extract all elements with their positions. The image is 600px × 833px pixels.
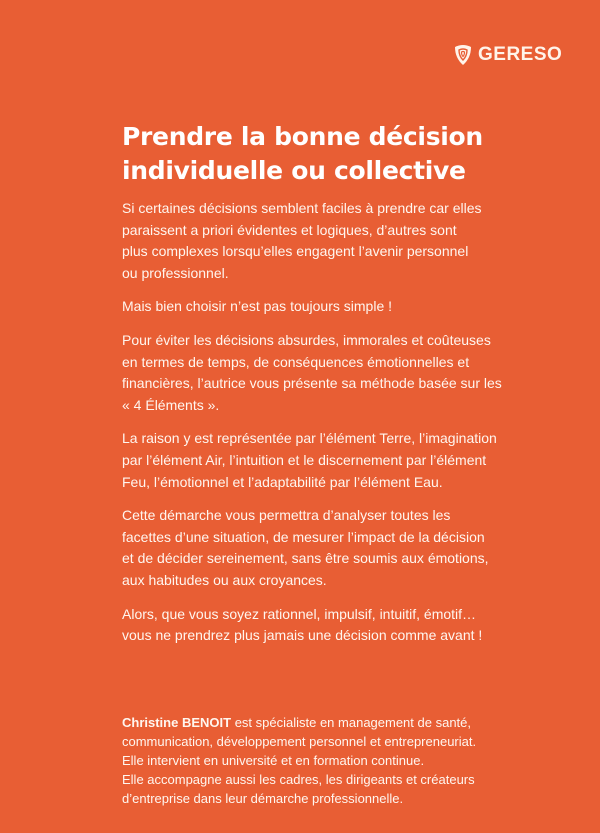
paragraph-line: paraissent a priori évidentes et logiques, d’autres sont: [122, 221, 457, 238]
author-bio: [122, 713, 476, 808]
description-paragraph: [122, 505, 502, 591]
book-title: [122, 120, 483, 188]
description-paragraph: [122, 330, 502, 416]
paragraph-line: en termes de temps, de conséquences émotionnelles et: [122, 353, 470, 370]
paragraph-line: vous ne prendrez plus jamais une décision comme avant !: [122, 627, 483, 644]
paragraph-line: aux habitudes ou aux croyances.: [122, 571, 327, 588]
shield-logo-icon: [453, 44, 473, 66]
description: [122, 198, 502, 659]
paragraph-line: La raison y est représentée par l’élément Terre, l’imagination: [122, 430, 497, 447]
paragraph-line: « 4 Éléments ».: [122, 396, 220, 413]
paragraph-line: Alors, que vous soyez rationnel, impulsif, intuitif, émotif…: [122, 605, 477, 622]
author-bio-line: Elle intervient en université et en formation continue.: [122, 753, 425, 768]
description-paragraph: [122, 428, 502, 493]
description-paragraph: [122, 296, 502, 318]
author-bio-line: d’entreprise dans leur démarche professionnelle.: [122, 791, 404, 806]
author-name: Christine BENOIT: [122, 715, 232, 730]
paragraph-line: Si certaines décisions semblent faciles à prendre car elles: [122, 200, 482, 216]
author-bio-line: communication, développement personnel et entrepreneuriat.: [122, 734, 477, 749]
author-bio-line: Elle accompagne aussi les cadres, les dirigeants et créateurs: [122, 772, 475, 787]
paragraph-line: Feu, l’émotionnel et l’adaptabilité par l’élément Eau.: [122, 473, 443, 490]
author-bio-text: est spécialiste en management de santé,: [231, 715, 472, 730]
title-line: Prendre la bonne décision: [122, 122, 483, 151]
brand-name: GERESO: [478, 44, 563, 65]
paragraph-line: financières, l’autrice vous présente sa méthode basée sur les: [122, 375, 502, 392]
paragraph-line: par l’élément Air, l’intuition et le discernement par l’élément: [122, 451, 487, 468]
paragraph-line: facettes d’une situation, de mesurer l’impact de la décision: [122, 528, 485, 545]
paragraph-line: ou professionnel.: [122, 264, 229, 281]
paragraph-line: Pour éviter les décisions absurdes, immorales et coûteuses: [122, 331, 491, 348]
description-paragraph: [122, 198, 502, 284]
description-paragraph: [122, 604, 502, 647]
paragraph-line: Mais bien choisir n’est pas toujours simple !: [122, 298, 393, 315]
paragraph-line: et de décider sereinement, sans être soumis aux émotions,: [122, 550, 489, 567]
paragraph-line: Cette démarche vous permettra d’analyser toutes les: [122, 507, 451, 524]
paragraph-line: plus complexes lorsqu’elles engagent l’avenir personnel: [122, 243, 469, 260]
publisher-logo: [453, 44, 562, 66]
title-line: individuelle ou collective: [122, 156, 466, 185]
